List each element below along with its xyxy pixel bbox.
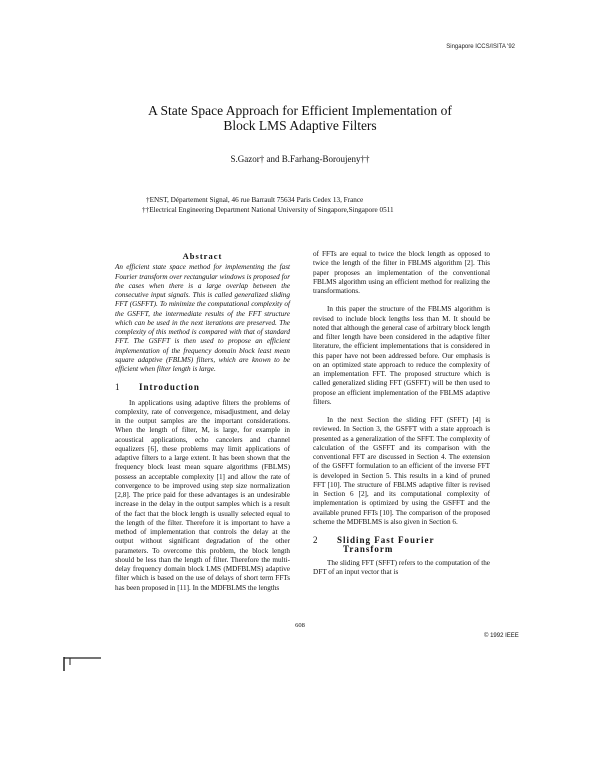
- section-2-number: 2: [313, 535, 319, 545]
- corner-mark: [63, 657, 103, 671]
- conference-header: Singapore ICCS/ISITA '92: [446, 44, 515, 50]
- right-paragraph-2: In this paper the structure of the FBLMS algorithm is revised to include block lengths less than M. It should be noted that although the general case of arbitrary block length and filter length have been considered in the adaptive filter literature, the efficient implementations that is considered in this paper have not been addressed before. Our emphasis is on an optimized state approach to reduce the complexity of an implementation FFT. The proposed structure which is called generalized sliding FFT (GSFFT) will be then used to propose an efficient implementation of the FBLMS adaptive filters.: [313, 305, 490, 406]
- right-paragraph-1: of FFTs are equal to twice the block length as opposed to twice the length of the filter in FBLMS algorithm [2]. This paper proposes an implementation of the conventional FBLMS algorithm using an efficient method for realizing the transformations.: [313, 250, 490, 295]
- affiliation-2: ††Electrical Engineering Department National University of Singapore,Singapore 0511: [142, 206, 394, 214]
- title-line-2: Block LMS Adaptive Filters: [223, 118, 377, 133]
- left-column: [115, 252, 290, 593]
- section-1-paragraph-1: In applications using adaptive filters the problems of complexity, rate of convergence, misadjustment, and delay in the output samples are the important considerations. When the length of filter, M, is large, for example in acoustical applications, echo cancelers and channel equalizers [6], these problems may limit applications of adaptive filters to a large extent. It has been shown that the frequency block least mean square algorithms (FBLMS) possess an acceptable complexity [1] and allow the rate of convergence to be improved using step size normalization [2,8]. The price paid for these advantages is an undesirable increase in the delay in the output samples which is a result of the fact that the block length is usually selected equal to the length of the filter. Therefore it is important to have a method of implementation that controls the delay at the output without significant degradation of the other parameters. To overcome this problem, the block length should be less than the length of filter. Therefore the multi-delay frequency domain block LMS (MDFBLMS) adaptive filter which is based on the use of delays of short term FFTs has been proposed in [11]. In the MDFBLMS the lengths: [115, 398, 290, 592]
- paper-title: [0, 103, 600, 133]
- section-2-title-line-1: Sliding Fast Fourier: [337, 535, 435, 545]
- abstract-text: An efficient state space method for implementing the fast Fourier transform over rectangular windows is proposed for the cases when there is a large overlap between the consecutive input signals. This is called generalized sliding FFT (GSFFT). To minimize the computational complexity of the GSFFT, the intermediate results of the FFT structure which can be used in the next iterations are preserved. The complexity of this method is compared with that of standard FFT. The GSFFT is then used to propose an efficient implementation of the frequency domain block least mean square adaptive (FBLMS) filters, which are known to be efficient when filter length is large.: [115, 263, 290, 373]
- section-1-number: 1: [115, 382, 121, 393]
- section-1-heading: [115, 383, 290, 392]
- affiliations: [142, 195, 506, 215]
- copyright: © 1992 IEEE: [484, 633, 519, 639]
- section-2-paragraph-1: The sliding FFT (SFFT) refers to the computation of the DFT of an input vector that is: [313, 558, 490, 576]
- section-2-heading: [313, 536, 490, 555]
- right-column: [313, 250, 490, 577]
- affiliation-1: †ENST, Département Signal, 46 rue Barrault 75634 Paris Cedex 13, France: [146, 196, 364, 204]
- page-number: 608: [295, 622, 305, 629]
- authors: S.Gazor† and B.Farhang-Boroujeny††: [230, 154, 370, 164]
- section-1-title: Introduction: [139, 382, 200, 393]
- abstract-heading: Abstract: [182, 251, 223, 261]
- section-2-title-line-2: Transform: [343, 544, 394, 555]
- title-line-1: A State Space Approach for Efficient Implementation of: [148, 103, 452, 118]
- right-paragraph-3: In the next Section the sliding FFT (SFFT) [4] is reviewed. In Section 3, the GSFFT with a state approach is presented as a generalization of the SFFT. The complexity of calculation of the GSFFT and its comparison with the conventional FFT are discussed in Section 4. The extension of the GSFFT formulation to an efficient of the inverse FFT is developed in Section 5. This results in a kind of pruned FFT [10]. The structure of FBLMS adaptive filter is revised in Section 6 [2], and its computational complexity of implementation is optimized by using the GSFFT and the available pruned FFTs [10]. The comparison of the proposed scheme the MDFBLMS is also given in Section 6.: [313, 416, 490, 526]
